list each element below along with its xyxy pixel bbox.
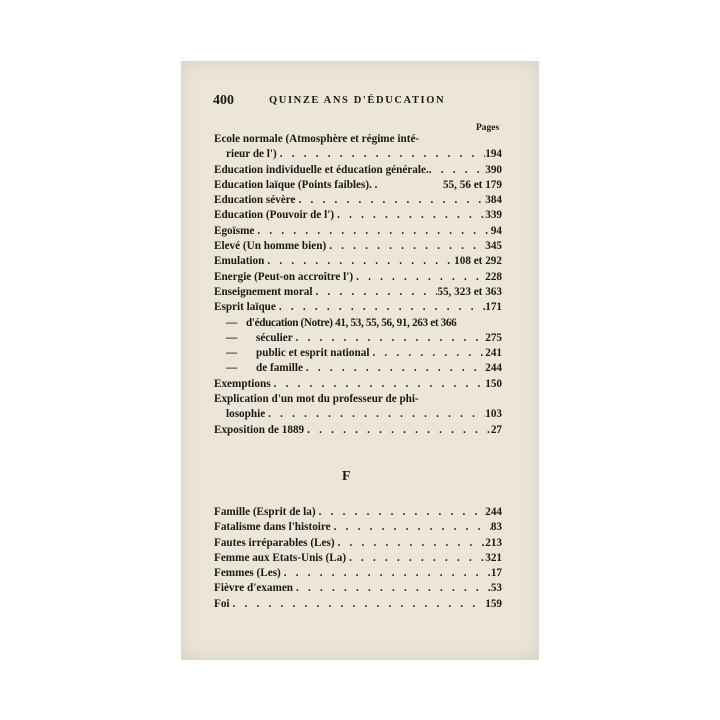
index-entry	[214, 392, 502, 423]
index-entry	[214, 581, 502, 596]
entry-label: Femmes (Les)	[214, 567, 281, 580]
index-entry	[214, 505, 502, 520]
index-entry	[214, 163, 502, 178]
entry-label: Education individuelle et éducation générale.	[214, 163, 429, 176]
entry-pages: 228	[485, 270, 502, 283]
index-entry	[214, 270, 502, 285]
entry-pages: 194	[485, 148, 502, 161]
entry-label: Femme aux Etats-Unis (La)	[214, 551, 347, 564]
page-number: 400	[213, 93, 234, 108]
dot-leader	[276, 300, 485, 315]
index-subentry	[214, 331, 502, 346]
entry-label: Education (Pouvoir de l')	[214, 209, 335, 222]
entry-label: d'éducation (Notre) 41, 53, 55, 56, 91, 263 et 366	[246, 316, 457, 329]
entry-label: Ecole normale (Atmosphère et régime inté-	[214, 133, 420, 145]
entry-label: public et esprit national	[256, 347, 370, 360]
entry-label: Exemptions	[214, 377, 271, 390]
entry-pages: 244	[485, 362, 502, 375]
dot-leader	[335, 536, 486, 551]
dot-leader	[313, 285, 438, 300]
dot-leader	[353, 270, 485, 285]
entry-pages: 275	[485, 331, 502, 344]
dot-leader	[296, 193, 486, 208]
dot-leader	[265, 407, 485, 422]
dot-leader	[346, 551, 485, 566]
entry-label: Energie (Peut-on accroître l')	[214, 270, 354, 283]
index-entry	[214, 597, 502, 612]
dot-leader	[230, 597, 486, 612]
entry-pages: 390	[485, 163, 502, 176]
ditto-dash: —	[226, 362, 238, 375]
index-entry	[214, 254, 502, 269]
dot-leader	[293, 331, 486, 346]
dot-leader	[326, 239, 485, 254]
entry-pages: 103	[485, 408, 502, 421]
entry-label: Enseignement moral	[214, 285, 313, 298]
entry-label-continued: losophie	[226, 408, 266, 421]
entry-label: Fièvre d'examen	[214, 582, 294, 595]
index-section-f	[214, 505, 502, 612]
dot-leader	[293, 581, 491, 596]
dot-leader	[254, 224, 490, 239]
running-title: QUINZE ANS D'ÉDUCATION	[269, 95, 446, 106]
dot-leader	[264, 254, 454, 269]
dot-leader	[429, 163, 485, 178]
entry-pages: 53	[490, 582, 502, 595]
entry-label-continued: rieur de l')	[226, 148, 277, 161]
ditto-dash: —	[226, 331, 238, 344]
entry-pages: 244	[485, 506, 502, 518]
entry-pages: 339	[485, 209, 502, 222]
entry-pages: 150	[485, 377, 502, 390]
entry-pages: 83	[490, 521, 502, 534]
index-entry	[214, 132, 502, 163]
section-letter-heading: F	[342, 469, 351, 484]
entry-pages: 384	[485, 194, 502, 207]
dot-leader	[331, 520, 491, 535]
entry-pages: 345	[485, 240, 502, 253]
index-entry	[214, 551, 502, 566]
entry-label: Explication d'un mot du professeur de phi-	[214, 393, 419, 406]
dot-leader	[316, 505, 486, 520]
entry-label: Famille (Esprit de la)	[214, 506, 316, 518]
entry-label: Foi	[214, 597, 230, 610]
dot-leader	[369, 346, 485, 361]
index-entry	[214, 208, 502, 223]
index-entry	[214, 224, 502, 239]
book-page	[181, 61, 539, 660]
dot-leader	[304, 423, 491, 438]
entry-label: Education sévère	[214, 194, 296, 207]
entry-pages: 213	[485, 536, 502, 549]
entry-pages: 171	[485, 301, 502, 314]
ditto-dash: —	[226, 316, 238, 329]
entry-pages: 55, 56 et 179	[442, 178, 502, 191]
pages-column-heading: Pages	[476, 123, 500, 133]
entry-label: Exposition de 1889	[214, 423, 305, 436]
dot-leader	[271, 377, 486, 392]
entry-pages: 55, 323 et 363	[437, 285, 502, 298]
entry-label: de famille	[256, 362, 303, 375]
entry-label: Fatalisme dans l'histoire	[214, 521, 331, 534]
entry-label: Fautes irréparables (Les)	[214, 536, 335, 549]
index-entry	[214, 300, 502, 315]
dot-leader	[277, 147, 485, 162]
index-entry	[214, 285, 502, 300]
entry-pages: 241	[485, 347, 502, 360]
index-entry	[214, 193, 502, 208]
entry-pages: 94	[490, 224, 502, 237]
index-entry	[214, 377, 502, 392]
index-entry	[214, 566, 502, 581]
index-entry	[214, 239, 502, 254]
dot-leader	[334, 208, 485, 223]
entry-pages: 321	[485, 551, 502, 564]
entry-label: Elevé (Un homme bien)	[214, 240, 327, 253]
entry-pages: 27	[490, 423, 502, 436]
index-section-e	[214, 132, 502, 438]
index-entry	[214, 178, 502, 193]
entry-label: Emulation	[214, 255, 265, 268]
entry-pages: 108 et 292	[454, 255, 502, 268]
index-entry	[214, 520, 502, 535]
index-entry	[214, 536, 502, 551]
page-header	[213, 93, 523, 111]
entry-label: Education laïque (Points faibles). .	[214, 178, 378, 191]
entry-label: séculier	[256, 331, 293, 344]
entry-label: Esprit laïque	[214, 301, 276, 314]
entry-pages: 17	[490, 567, 502, 580]
dot-leader	[281, 566, 491, 581]
index-entry	[214, 423, 502, 438]
index-subentry	[214, 346, 502, 361]
index-subentry	[214, 361, 502, 376]
entry-pages: 159	[485, 597, 502, 610]
entry-label: Egoïsme	[214, 224, 255, 237]
dot-leader	[303, 361, 485, 376]
index-subentry	[214, 316, 502, 331]
ditto-dash: —	[226, 347, 238, 360]
